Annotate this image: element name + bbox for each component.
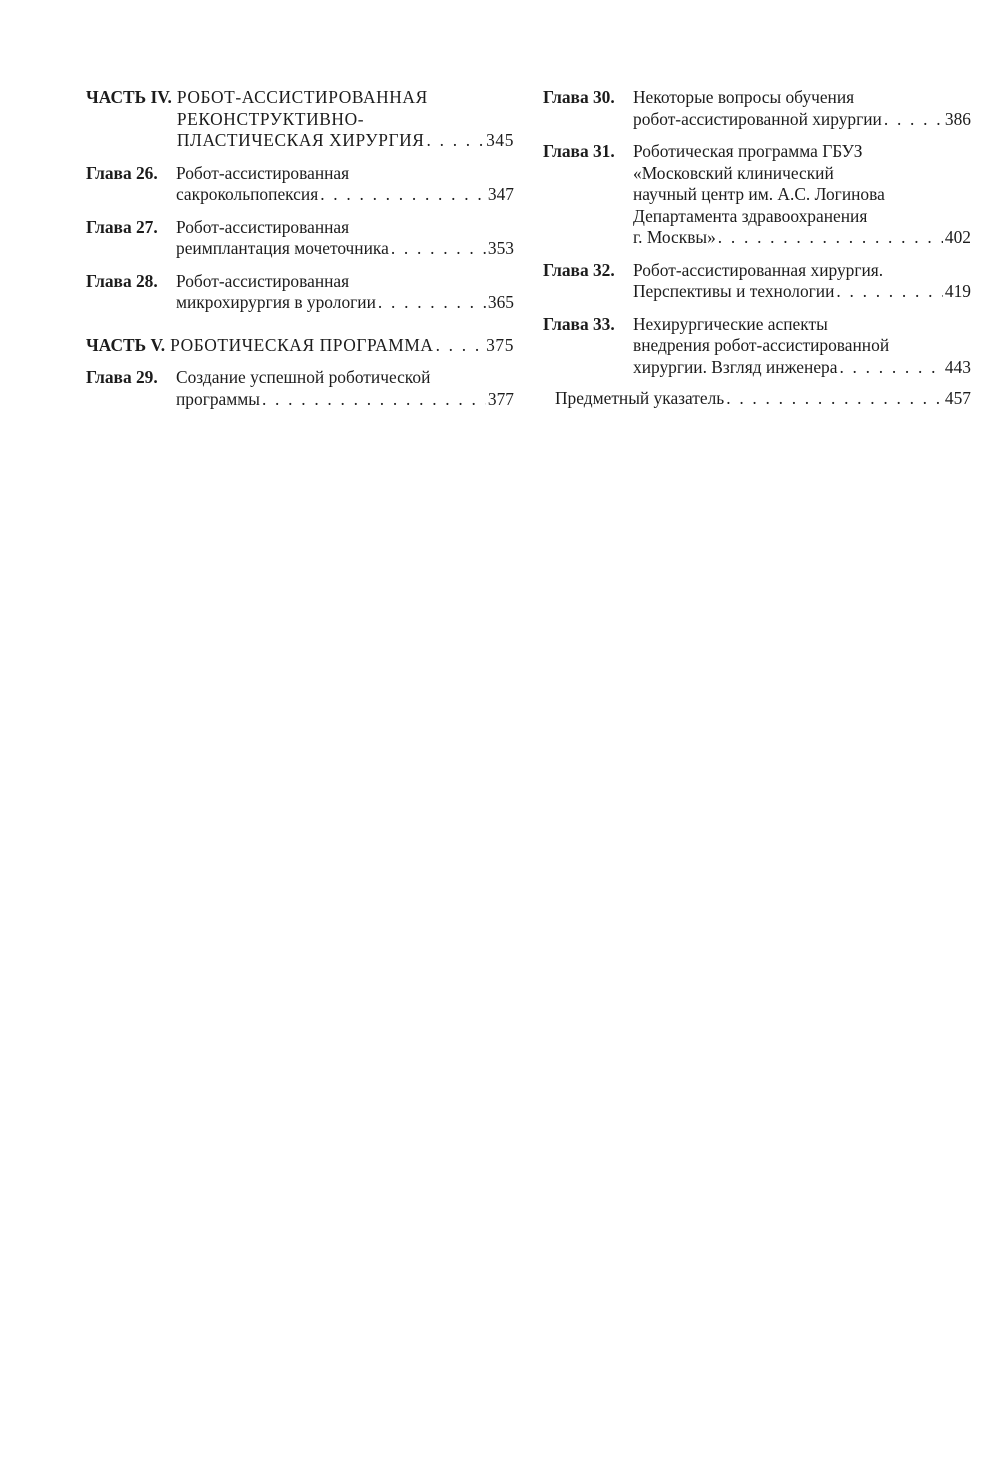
title-line: Некоторые вопросы обучения [633, 87, 855, 107]
title-line: Робот-ассистированная [176, 162, 350, 183]
part-title [170, 335, 514, 357]
title-last-line [176, 292, 514, 314]
title-last-line [176, 389, 514, 411]
title-last-line [633, 357, 971, 379]
toc-right-column [543, 87, 971, 410]
chapter-number: Глава 31. [543, 141, 615, 161]
page-number: 347 [487, 184, 514, 204]
title-line: Нехирургические аспекты [633, 313, 828, 334]
title-line: Перспективы и технологии [633, 281, 835, 301]
toc-entry-chapter-28[interactable] [86, 271, 514, 314]
title-line: хирургии. Взгляд инженера [633, 356, 838, 377]
toc-entry-chapter-27[interactable] [86, 217, 514, 260]
toc-entry-chapter-31[interactable] [543, 141, 971, 249]
title-last-line [633, 227, 971, 249]
part-title [177, 87, 514, 152]
title-last-line [633, 109, 971, 131]
chapter-title [176, 367, 514, 410]
toc-entry-chapter-30[interactable] [543, 87, 971, 130]
title-last-line [633, 281, 971, 303]
chapter-number: Глава 33. [543, 313, 615, 334]
title-last-line [170, 335, 514, 357]
chapter-number: Глава 28. [86, 270, 158, 291]
dot-leader [378, 292, 486, 314]
title-line: Робот-ассистированная [176, 216, 350, 237]
dot-leader [427, 130, 485, 152]
dot-leader [718, 227, 943, 249]
title-line: сакрокольпопексия [176, 184, 319, 204]
index-line [555, 388, 971, 410]
title-line: Департамента здравоохранения [633, 205, 868, 226]
page-number: 402 [944, 227, 971, 247]
part-number: ЧАСТЬ V. [86, 334, 166, 355]
dot-leader [726, 388, 943, 410]
toc-entry-part-4[interactable] [86, 87, 514, 152]
chapter-title [633, 141, 971, 249]
chapter-number: Глава 32. [543, 259, 615, 280]
chapter-number: Глава 30. [543, 87, 615, 107]
page-number: 419 [944, 281, 971, 301]
dot-leader [391, 238, 486, 260]
index-label: Предметный указатель [555, 388, 725, 408]
title-line: научный центр им. А.С. Логинова [633, 184, 885, 204]
page-number: 353 [487, 238, 514, 258]
page-number: 457 [944, 388, 971, 408]
chapter-number: Глава 26. [86, 162, 158, 183]
chapter-title [633, 260, 971, 303]
toc-entry-subject-index[interactable] [543, 388, 971, 410]
page-number: 375 [486, 334, 514, 355]
chapter-number: Глава 27. [86, 216, 158, 237]
title-line: ПЛАСТИЧЕСКАЯ ХИРУРГИЯ [176, 130, 425, 150]
title-line: микрохирургия в урологии [176, 292, 376, 312]
toc-entry-chapter-26[interactable] [86, 163, 514, 206]
title-line: РОБОТИЧЕСКАЯ ПРОГРАММА [170, 334, 434, 355]
dot-leader [436, 335, 485, 357]
dot-leader [320, 184, 486, 206]
title-line: внедрения робот-ассистированной [633, 335, 890, 355]
toc-entry-chapter-33[interactable] [543, 314, 971, 379]
title-line: «Московский клинический [633, 162, 834, 183]
title-last-line [176, 184, 514, 206]
page-number: 365 [487, 292, 514, 312]
title-line: РЕКОНСТРУКТИВНО- [176, 108, 365, 129]
dot-leader [839, 357, 942, 379]
chapter-title [176, 271, 514, 314]
page-number: 345 [486, 130, 514, 150]
title-last-line [177, 130, 514, 152]
toc-left-column [86, 87, 514, 410]
dot-leader [884, 109, 943, 131]
title-last-line [176, 238, 514, 260]
toc-entry-chapter-32[interactable] [543, 260, 971, 303]
toc-entry-chapter-29[interactable] [86, 367, 514, 410]
title-line: Создание успешной роботической [176, 367, 431, 387]
dot-leader [836, 281, 942, 303]
dot-leader [262, 389, 486, 411]
title-line: Робот-ассистированная хирургия. [633, 259, 884, 280]
page-number: 377 [487, 388, 514, 409]
chapter-title [633, 314, 971, 379]
chapter-title [633, 87, 971, 130]
title-line: РОБОТ-АССИСТИРОВАННАЯ [176, 87, 428, 107]
title-line: Роботическая программа ГБУЗ [633, 141, 863, 161]
page-number: 443 [944, 356, 971, 377]
toc-entry-part-5[interactable] [86, 335, 514, 357]
chapter-title [176, 163, 514, 206]
chapter-title [176, 217, 514, 260]
title-line: г. Москвы» [633, 227, 716, 247]
title-line: реимплантация мочеточника [176, 238, 389, 258]
page-number: 386 [944, 108, 971, 129]
title-line: программы [176, 388, 260, 409]
chapter-number: Глава 29. [86, 367, 158, 387]
title-line: Робот-ассистированная [176, 270, 350, 291]
part-number: ЧАСТЬ IV. [86, 87, 172, 107]
title-line: робот-ассистированной хирургии [633, 108, 882, 129]
